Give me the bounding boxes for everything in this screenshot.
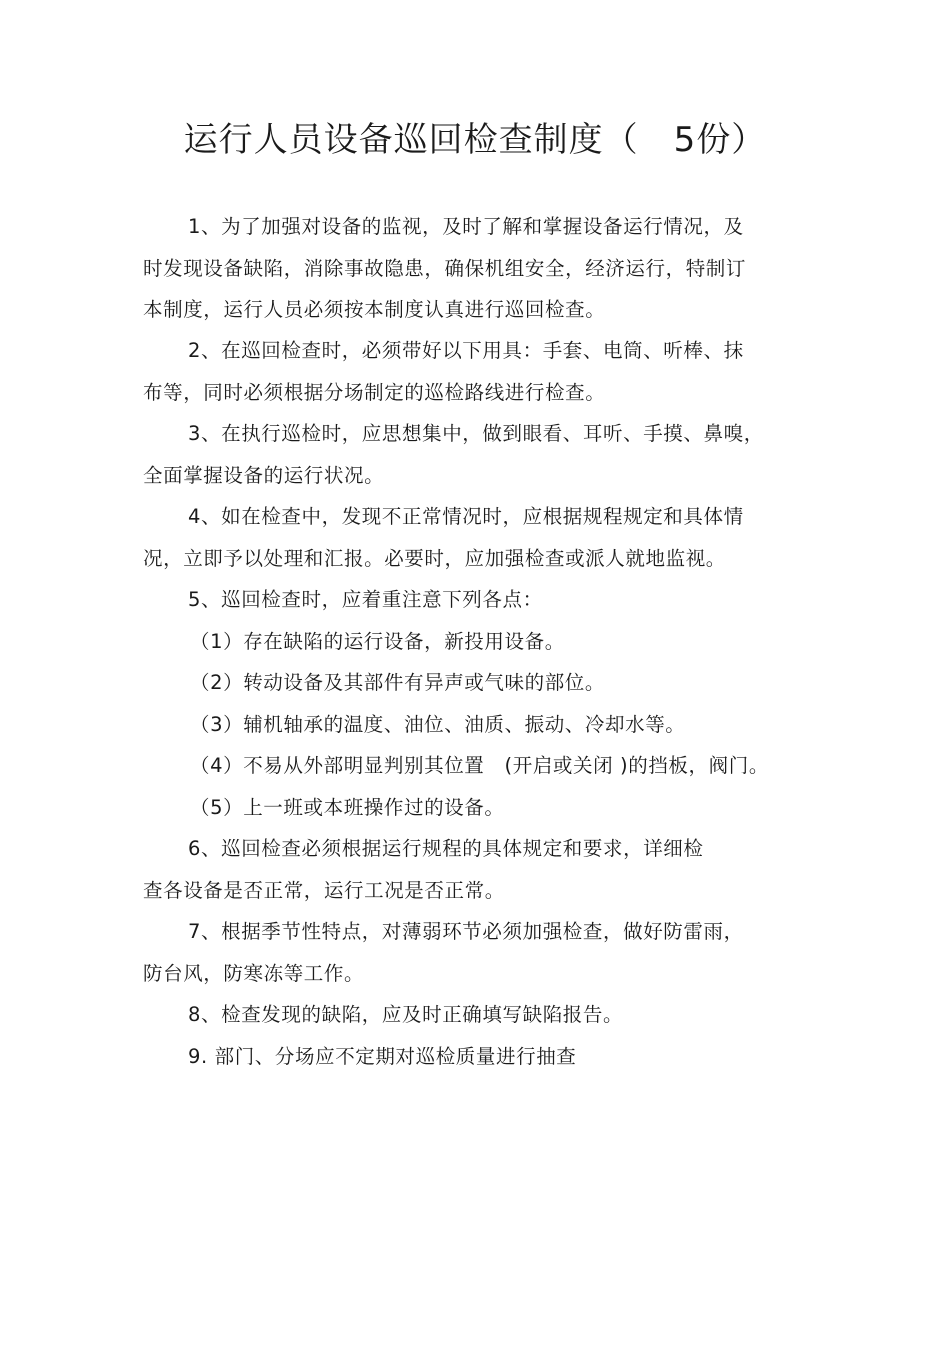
- paragraph-3-line-1: 3、在执行巡检时，应思想集中，做到眼看、耳听、手摸、鼻嗅，: [188, 422, 764, 445]
- paragraph-4-line-2: 况，立即予以处理和汇报。必要时，应加强检查或派人就地监视。: [143, 547, 726, 570]
- paragraph-7-line-2: 防台风，防寒冻等工作。: [143, 962, 365, 985]
- paragraph-8-line-1: 8、检查发现的缺陷，应及时正确填写缺陷报告。: [188, 1003, 624, 1026]
- paragraph-9-line-1: 9. 部门、分场应不定期对巡检质量进行抽查: [188, 1045, 577, 1068]
- paragraph-6-line-2: 查各设备是否正常，运行工况是否正常。: [143, 879, 505, 902]
- paragraph-7-line-1: 7、根据季节性特点，对薄弱环节必须加强检查，做好防雷雨，: [188, 920, 744, 943]
- paragraph-1-line-3: 本制度，运行人员必须按本制度认真进行巡回检查。: [143, 298, 606, 321]
- list-item-2: （2）转动设备及其部件有异声或气味的部位。: [190, 671, 606, 694]
- list-item-1: （1）存在缺陷的运行设备，新投用设备。: [190, 630, 565, 653]
- document-title: 运行人员设备巡回检查制度（ 5份）: [183, 120, 767, 160]
- paragraph-1-line-1: 1、为了加强对设备的监视，及时了解和掌握设备运行情况，及: [188, 215, 744, 238]
- list-item-3: （3）辅机轴承的温度、油位、油质、振动、冷却水等。: [190, 713, 686, 736]
- paragraph-2-line-2: 布等，同时必须根据分场制定的巡检路线进行检查。: [143, 381, 606, 404]
- paragraph-1-line-2: 时发现设备缺陷，消除事故隐患，确保机组安全，经济运行，特制订: [143, 257, 747, 280]
- paragraph-2-line-1: 2、在巡回检查时，必须带好以下用具：手套、电筒、听棒、抹: [188, 339, 744, 362]
- list-item-5: （5）上一班或本班操作过的设备。: [190, 796, 505, 819]
- list-item-4: （4）不易从外部明显判别其位置 (开启或关闭 )的挡板，阀门。: [190, 754, 769, 777]
- paragraph-6-line-1: 6、巡回检查必须根据运行规程的具体规定和要求，详细检: [188, 837, 704, 860]
- paragraph-4-line-1: 4、如在检查中，发现不正常情况时，应根据规程规定和具体情: [188, 505, 744, 528]
- paragraph-5-line-1: 5、巡回检查时，应着重注意下列各点：: [188, 588, 543, 611]
- paragraph-3-line-2: 全面掌握设备的运行状况。: [143, 464, 385, 487]
